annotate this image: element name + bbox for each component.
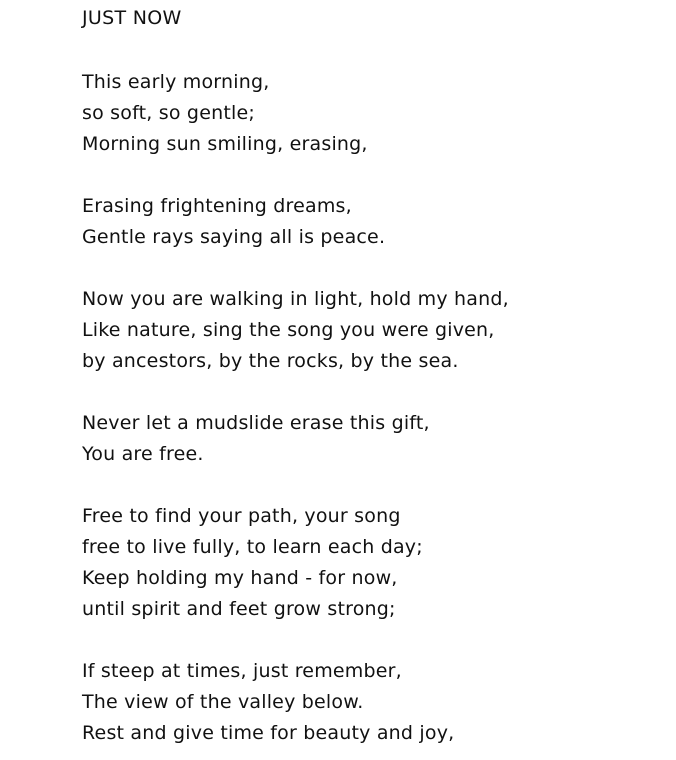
poem-line: Now you are walking in light, hold my hand, <box>82 288 509 310</box>
stanza-3 <box>82 284 662 377</box>
stanza-2 <box>82 191 662 253</box>
stanza-1 <box>82 67 662 160</box>
poem-line: This early morning, <box>82 71 270 93</box>
poem-line: You are free. <box>82 443 204 465</box>
poem-line: so soft, so gentle; <box>82 102 255 124</box>
poem-body <box>82 67 662 760</box>
poem-line: Free to find your path, your song <box>82 505 401 527</box>
poem-line: The view of the valley below. <box>82 691 364 713</box>
poem-line: Never let a mudslide erase this gift, <box>82 412 430 434</box>
stanza-4 <box>82 408 662 470</box>
poem-line: free to live fully, to learn each day; <box>82 536 423 558</box>
poem-line: Erasing frightening dreams, <box>82 195 352 217</box>
poem-line: until spirit and feet grow strong; <box>82 598 396 620</box>
poem-line: Rest and give time for beauty and joy, <box>82 722 455 744</box>
poem-line: Like nature, sing the song you were given, <box>82 319 495 341</box>
stanza-6 <box>82 656 662 749</box>
poem-line: Morning sun smiling, erasing, <box>82 133 368 155</box>
poem-line: Keep holding my hand - for now, <box>82 567 398 589</box>
poem-line: by ancestors, by the rocks, by the sea. <box>82 350 459 372</box>
poem-line: Gentle rays saying all is peace. <box>82 226 386 248</box>
poem-line: If steep at times, just remember, <box>82 660 402 682</box>
stanza-5 <box>82 501 662 625</box>
poem-title: JUST NOW <box>82 7 182 29</box>
